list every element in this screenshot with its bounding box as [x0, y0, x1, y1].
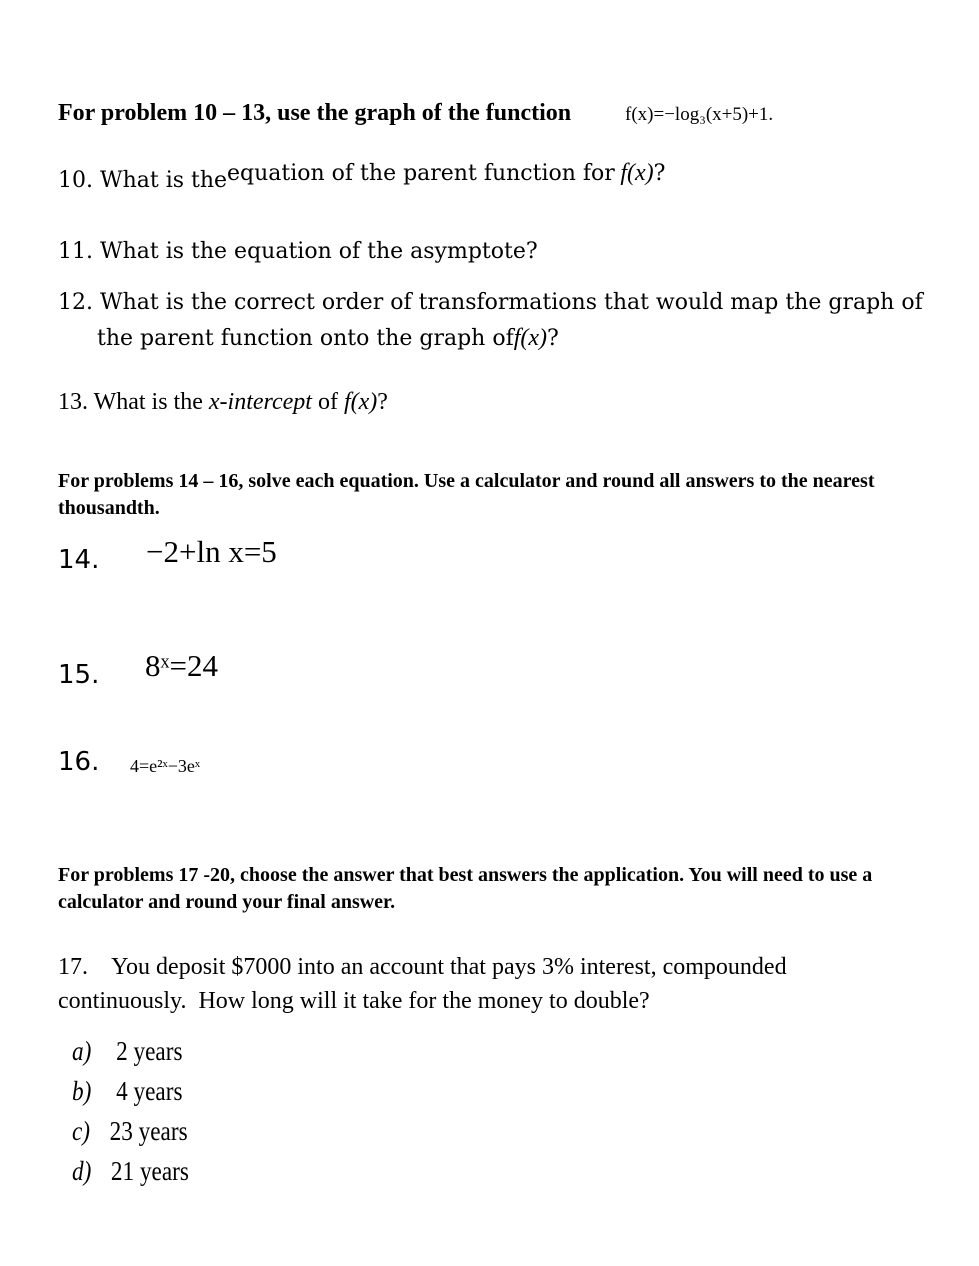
q17-option-a[interactable]: [72, 1036, 182, 1067]
q13-fx: f(x): [343, 389, 378, 415]
q16-equation: 4=e²ˣ−3eˣ: [130, 756, 201, 776]
section-2-header: For problems 14 – 16, solve each equation. Use a calculator and round all answers to the nearest thousandth.: [58, 470, 875, 519]
q17-option-d[interactable]: [72, 1156, 189, 1187]
option-a-letter: a): [72, 1036, 92, 1066]
q12-end: ?: [547, 326, 559, 351]
option-c-value: 23 years: [109, 1116, 188, 1146]
q10-fx: f(x): [620, 160, 654, 186]
q14-equation: −2+ln x=5: [146, 534, 277, 569]
q13-italic: x-intercept: [208, 389, 312, 415]
q12-fx: f(x): [513, 325, 548, 351]
q17-option-b[interactable]: [72, 1076, 182, 1107]
section-1-header: For problem 10 – 13, use the graph of the function: [58, 100, 572, 126]
q11-text: 11. What is the equation of the asymptote?: [58, 239, 538, 264]
q10-line: [227, 160, 665, 187]
q13-end: ?: [377, 389, 388, 415]
option-b-value: 4 years: [116, 1076, 183, 1106]
q13-line: [58, 389, 388, 416]
q15-number: 15.: [58, 660, 100, 690]
q15-equation: 8ˣ=24: [145, 648, 218, 683]
q14-number: 14.: [58, 545, 100, 575]
q13-mid: of: [317, 389, 338, 415]
q16-number: 16.: [58, 747, 100, 777]
q12-line2: [97, 325, 559, 352]
option-a-value: 2 years: [116, 1036, 183, 1066]
q12-text: the parent function onto the graph of: [97, 326, 514, 351]
q10-text: equation of the parent function for: [227, 161, 615, 186]
option-b-letter: b): [72, 1076, 92, 1106]
q10-prefix: 10. What is the: [58, 168, 228, 193]
q17-option-c[interactable]: [72, 1116, 188, 1147]
q17-text: 17. You deposit $7000 into an account that pays 3% interest, compounded continuously. How long will it take for the money to double?: [58, 954, 793, 1014]
section-3-header: For problems 17 -20, choose the answer that best answers the application. You will need to use a calculator and round your final answer.: [58, 864, 873, 913]
q12-line1: 12. What is the correct order of transformations that would map the graph of: [58, 290, 923, 315]
q10-end: ?: [653, 161, 666, 186]
option-d-value: 21 years: [110, 1156, 189, 1186]
q13-prefix: 13. What is the: [58, 389, 203, 415]
option-c-letter: c): [72, 1116, 91, 1146]
function-expression: f(x)=−log₃(x+5)+1.: [625, 104, 774, 125]
option-d-letter: d): [72, 1156, 92, 1186]
